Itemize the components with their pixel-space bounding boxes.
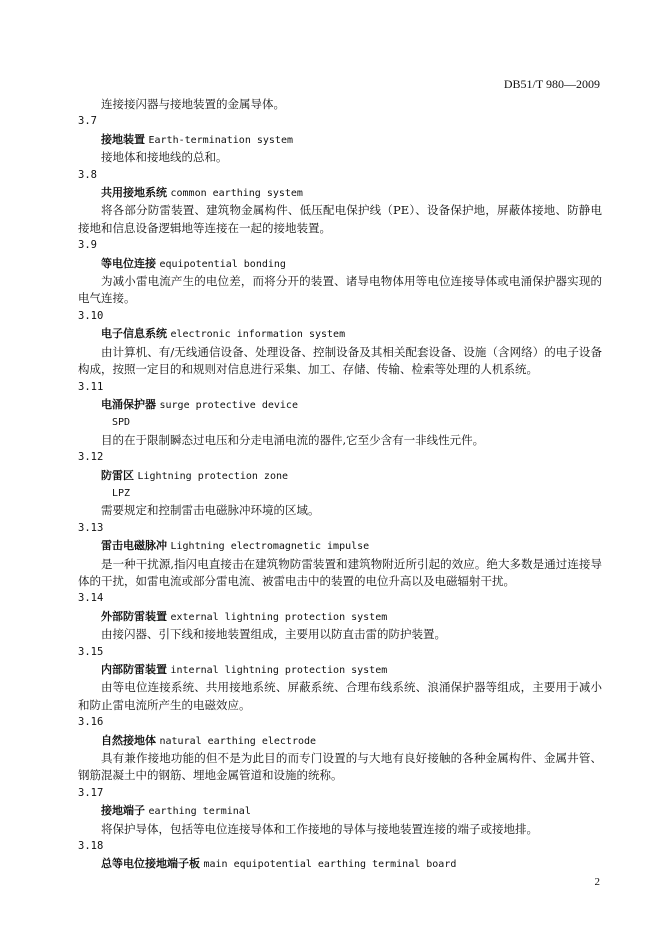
term-english: equipotential bonding — [159, 258, 286, 270]
term-english: electronic information system — [170, 329, 346, 341]
clause-number: 3.17 — [78, 786, 104, 799]
clause-number: 3.16 — [78, 716, 104, 729]
term-heading — [78, 131, 602, 149]
clause-number: 3.18 — [78, 840, 104, 853]
term-abbreviation: LPZ — [112, 487, 131, 499]
term-heading — [78, 396, 602, 414]
term-english: earthing terminal — [148, 806, 251, 818]
term-chinese: 防雷区 — [101, 468, 134, 482]
clause-number: 3.9 — [78, 239, 97, 252]
term-heading — [78, 608, 602, 626]
clause-number: 3.7 — [78, 115, 97, 128]
term-english: Lightning protection zone — [137, 470, 289, 482]
term-chinese: 总等电位接地端子板 — [101, 857, 200, 871]
document-code: DB51/T 980—2009 — [503, 77, 600, 91]
term-heading — [78, 537, 602, 555]
term-definition: 由等电位连接系统、共用接地系统、屏蔽系统、合理布线系统、浪涌保护器等组成，主要用于减小和防止雷电流所产生的电磁效应。 — [78, 680, 602, 712]
term-chinese: 电涌保护器 — [101, 397, 156, 411]
term-heading — [78, 732, 602, 750]
intro-paragraph: 连接接闪器与接地装置的金属导体。 — [101, 97, 285, 111]
term-definition: 由计算机、有/无线通信设备、处理设备、控制设备及其相关配套设备、设施（含网络）的电子设备构成，按照一定目的和规则对信息进行采集、加工、存储、传输、检索等处理的人机系统。 — [78, 344, 602, 377]
clause-number: 3.13 — [78, 521, 104, 534]
term-chinese: 等电位连接 — [101, 256, 156, 270]
term-chinese: 自然接地体 — [101, 733, 156, 747]
clause-number: 3.8 — [78, 168, 97, 181]
term-heading — [78, 802, 602, 820]
term-chinese: 外部防雷装置 — [101, 609, 167, 623]
clause-number: 3.10 — [78, 309, 104, 322]
term-english: main equipotential earthing terminal board — [203, 859, 457, 871]
term-heading — [78, 325, 602, 343]
clause-number: 3.11 — [78, 380, 104, 393]
term-english: Lightning electromagnetic impulse — [170, 541, 370, 553]
term-english: common earthing system — [170, 188, 303, 200]
term-english: Earth-termination system — [148, 134, 293, 146]
term-definition: 为减小雷电流产生的电位差，而将分开的装置、诸导电物体用等电位连接导体或电涌保护器实现的电气连接。 — [78, 274, 602, 306]
term-definition: 接地体和接地线的总和。 — [101, 150, 228, 165]
term-chinese: 内部防雷装置 — [101, 663, 167, 676]
term-heading — [78, 184, 602, 202]
term-definition: 由接闪器、引下线和接地装置组成，主要用以防直击雷的防护装置。 — [101, 627, 446, 642]
document-body — [78, 96, 602, 874]
term-english: surge protective device — [159, 399, 298, 411]
term-definition: 是一种干扰源,指闪电直接击在建筑物防雷装置和建筑物附近所引起的效应。绝大多数是通过连接导体的干扰，如雷电流或部分雷电流、被雷电击中的装置的电位升高以及电磁辐射干扰。 — [78, 556, 602, 588]
clause-number: 3.15 — [78, 645, 104, 658]
term-chinese: 电子信息系统 — [101, 327, 167, 341]
term-definition: 需要规定和控制雷击电磁脉冲环境的区域。 — [101, 503, 320, 518]
page-number: 2 — [594, 876, 600, 888]
term-definition: 将保护导体，包括等电位连接导体和工作接地的导体与接地装置连接的端子或接地排。 — [101, 821, 538, 836]
clause-number: 3.14 — [78, 592, 104, 605]
term-chinese: 接地端子 — [101, 804, 145, 818]
term-chinese: 共用接地系统 — [101, 186, 167, 200]
term-definition: 将各部分防雷装置、建筑物金属构件、低压配电保护线（PE）、设备保护地，屏蔽体接地、防静电接地和信息设备逻辑地等连接在一起的接地装置。 — [78, 203, 602, 235]
clause-number: 3.12 — [78, 451, 104, 464]
term-definition: 具有兼作接地功能的但不是为此目的而专门设置的与大地有良好接触的各种金属构件、金属井管、钢筋混凝土中的钢筋、埋地金属管道和设施的统称。 — [78, 751, 602, 783]
term-english: natural earthing electrode — [159, 735, 317, 747]
term-chinese: 雷击电磁脉冲 — [101, 539, 167, 553]
term-abbreviation: SPD — [112, 417, 131, 429]
term-heading — [78, 855, 602, 873]
term-english: external lightning protection system — [170, 611, 388, 623]
term-heading — [78, 467, 602, 485]
term-definition: 目的在于限制瞬态过电压和分走电涌电流的器件,它至少含有一非线性元件。 — [101, 432, 485, 447]
term-english: internal lightning protection system — [170, 665, 388, 676]
term-heading — [78, 661, 602, 679]
term-chinese: 接地装置 — [101, 132, 145, 146]
term-heading — [78, 255, 602, 273]
